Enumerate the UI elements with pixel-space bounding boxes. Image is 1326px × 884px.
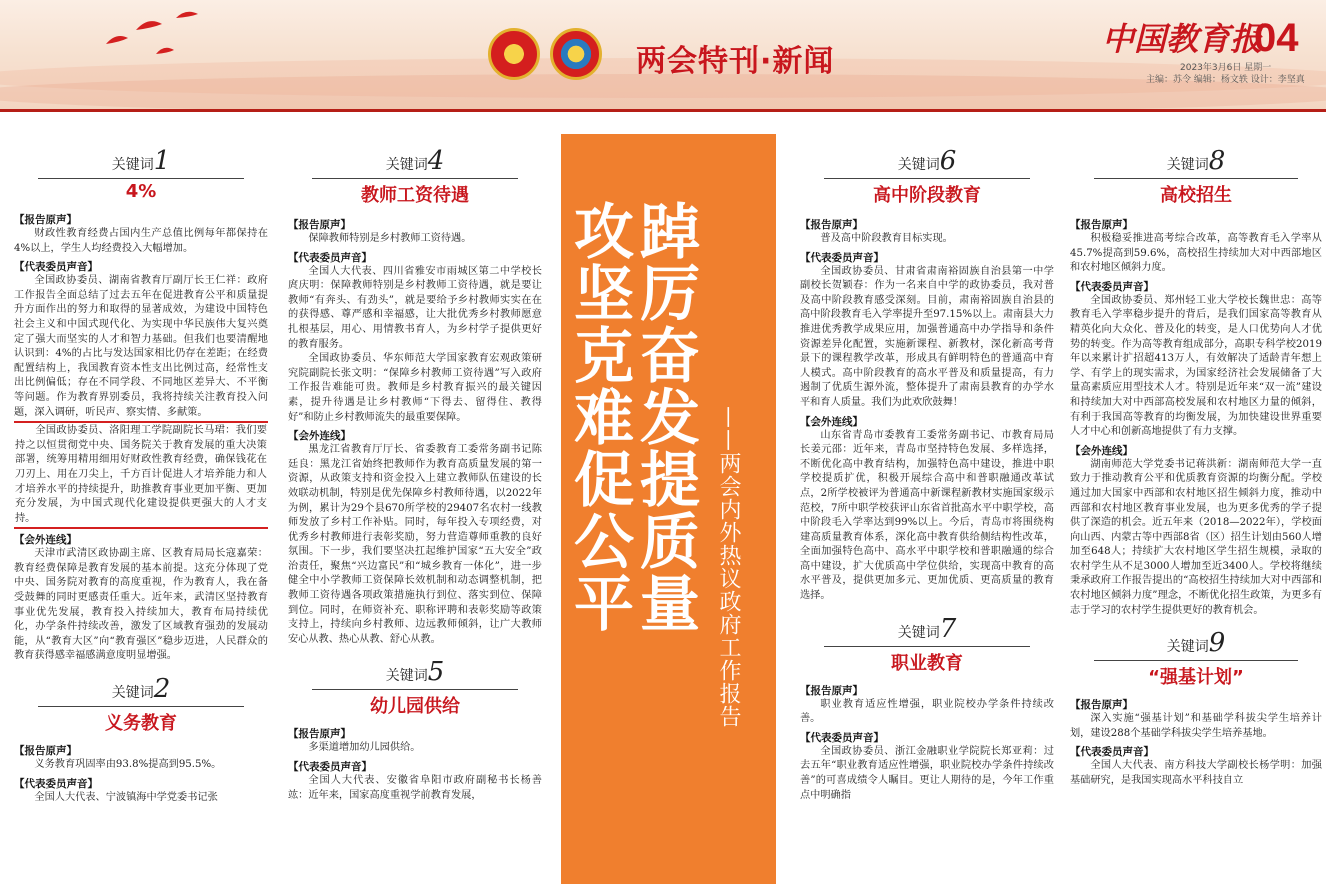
cppcc-emblem-icon bbox=[550, 28, 602, 80]
keyword-number: 5 bbox=[427, 657, 445, 688]
keyword-1-header bbox=[14, 146, 268, 202]
keyword-title: 职业教育 bbox=[891, 652, 963, 674]
section-heading: 【代表委员声音】 bbox=[800, 251, 884, 264]
representative-quote: 全国人大代表、南方科技大学副校长杨学明：加强基础研究，是我国实现高水平科技自立 bbox=[1070, 760, 1322, 787]
keyword-label: 关键词 bbox=[385, 157, 428, 173]
section-heading: 【代表委员声音】 bbox=[14, 261, 98, 274]
keyword-number: 8 bbox=[1208, 146, 1226, 176]
keyword-title: “强基计划” bbox=[1148, 667, 1244, 689]
column-4 bbox=[1070, 112, 1322, 884]
report-text: 职业教育适应性增强，职业院校办学条件持续改善。 bbox=[800, 698, 1054, 725]
representative-quote: 全国政协委员、郑州轻工业大学校长魏世忠：高等教育毛入学率稳步提升的背后，是我们国家高等教育从精英化向大众化、普及化的转变，是人口优势向人才优势的转变。作为高等教育组成部分，高职专科学校2019年以来累计扩招超413万人，有效解决了适龄青年想上学、有学上的现实需求，为国家经济社会发展储备了大量高素质应用型技术人才。特别是近年来“双一流”建设和持续加大对中西部高校发展和农村地区力量的倾斜，有利于我国高等教育的均衡发展，为加快建设世界重要人才中心和创新高地提供了有力支撑。 bbox=[1070, 294, 1322, 438]
representative-quote: 全国人大代表、宁波镇海中学党委书记张 bbox=[34, 791, 218, 803]
report-text: 保障教师特别是乡村教师工资待遇。 bbox=[308, 233, 472, 244]
report-text: 多渠道增加幼儿园供给。 bbox=[308, 742, 421, 754]
column-2 bbox=[288, 112, 542, 884]
representative-quote: 全国政协委员、浙江金融职业学院院长郑亚莉：过去五年“职业教育适应性增强，职业院校办学条件持续改善”的可喜成绩令人瞩目。更让人期待的是，今年工作重点中明确指 bbox=[800, 745, 1054, 801]
divider bbox=[38, 706, 244, 707]
section-heading: 【报告原声】 bbox=[800, 219, 863, 231]
keyword-title: 高中阶段教育 bbox=[873, 185, 981, 206]
banner-subtitle: ——两会内外热议政府工作报告 bbox=[716, 406, 741, 728]
keyword-number: 2 bbox=[153, 674, 171, 705]
keyword-label: 关键词 bbox=[897, 624, 940, 641]
section-heading: 【代表委员声音】 bbox=[800, 731, 884, 744]
keyword-5-header bbox=[288, 657, 542, 718]
keyword-title: 4% bbox=[125, 181, 157, 202]
keyword-4-header bbox=[288, 146, 542, 207]
report-text: 深入实施“强基计划”和基础学科拔尖学生培养计划，建设288个基础学科拔尖学生培养基地。 bbox=[1070, 713, 1322, 739]
keyword-number: 6 bbox=[939, 146, 957, 176]
headline-line-2: 攻坚克难促公平 bbox=[564, 200, 634, 634]
representative-quote: 全国人大代表、安徽省阜阳市政府副秘书长杨善竑：近年来，国家高度重视学前教育发展， bbox=[288, 775, 542, 801]
report-text: 普及高中阶段教育目标实现。 bbox=[820, 233, 953, 244]
section-heading: 【代表委员声音】 bbox=[1070, 280, 1154, 293]
section-heading: 【会外连线】 bbox=[800, 415, 863, 428]
report-text: 积极稳妥推进高考综合改革，高等教育毛入学率从45.7%提高到59.6%，高校招生持续加大对中西部地区和农村地区倾斜力度。 bbox=[1070, 233, 1322, 274]
keyword-number: 1 bbox=[153, 146, 171, 176]
column-1 bbox=[14, 112, 268, 884]
section-heading: 【代表委员声音】 bbox=[14, 777, 98, 790]
outside-link-text: 黑龙江省教育厅厅长、省委教育工委常务副书记陈廷良：黑龙江省始终把教师作为教育高质量发展的第一资源，从政策支持和资金投入上建立教师队伍建设的长效联动机制，特别是优先保障乡村教师待遇，以2022年为例，累计为29个县670所学校的29407名农村一线教师发放了乡村工作补贴。同时，每年投入专项经费，对优秀乡村教师进行表彰奖励，努力营造尊师重教的良好氛围。下一步，我们要坚决扛起维护国家“五大安全”政治责任，聚焦“兴边富民”和“城乡教育一体化”，进一步健全中小学教师工资保障长效机制和动态调整机制，把教师工资待遇各项政策措施执行到位、落实到位、保障到位。同时，在师资补充、职称评聘和表彰奖励等政策支持上，持续向乡村教师、边远教师倾斜，让广大教师安心从教、热心从教、舒心从教。 bbox=[288, 444, 542, 645]
section-heading: 【报告原声】 bbox=[288, 728, 351, 741]
keyword-label: 关键词 bbox=[111, 685, 154, 702]
keyword-8-header bbox=[1070, 146, 1322, 207]
divider bbox=[312, 178, 518, 179]
divider bbox=[824, 646, 1030, 647]
divider bbox=[312, 689, 518, 690]
outside-link-text: 山东省青岛市委教育工委常务副书记、市教育局局长姜元邵：近年来，青岛市坚持特色发展、多样选择，不断优化高中教育结构，加强特色高中建设，推进中职学校提质扩优，积极开展综合高中和普职融通改革试点，2所学校被评为普通高中新课程新教材实施国家级示范校，7所中职学校获评山东省首批高水平中职学校，高中阶段毛入学率达到99%以上。今后，青岛市将围绕构建高质量教育体系，深化高中教育供给侧结构性改革，全面加强特色高中、高水平中职学校和普职融通的综合高中建设，扩大优质高中学位供给，实现高中教育的高水平普及，提供更加多元、更加优质、更高质量的教育选择。 bbox=[800, 429, 1054, 602]
doves-icon bbox=[96, 4, 216, 64]
keyword-number: 9 bbox=[1208, 628, 1226, 659]
divider bbox=[1094, 178, 1298, 179]
representative-quote: 全国人大代表、四川省雅安市雨城区第二中学校长庹庆明：保障教师特别是乡村教师工资待遇，就是要让教师“有奔头、有劲头”，就是要给予乡村教师实实在在的获得感、尊严感和幸福感，让大批优秀乡村教师愿意扎根基层，用心、用情教书育人，为乡村学子提供更好的教育服务。 bbox=[288, 265, 542, 350]
section-heading: 【会外连线】 bbox=[288, 430, 351, 443]
section-heading: 【会外连线】 bbox=[1070, 444, 1133, 457]
page-number: 04 bbox=[1254, 16, 1299, 60]
masthead bbox=[0, 0, 1326, 112]
keyword-2-header bbox=[14, 674, 268, 735]
keyword-title: 教师工资待遇 bbox=[361, 185, 469, 206]
divider bbox=[1094, 660, 1298, 661]
section-heading: 【报告原声】 bbox=[14, 214, 77, 226]
keyword-label: 关键词 bbox=[897, 157, 940, 173]
special-edition-title: 两会特刊·新闻 bbox=[636, 44, 835, 79]
outside-link-text: 湖南师范大学党委书记蒋洪新：湖南师范大学一直致力于推动教育公平和优质教育资源的均衡分配。学校通过加大国家中西部和农村地区招生倾斜力度，推动中西部和农村地区教育事业发展，也为更多优秀的学子提供了深造的机会。近五年来（2018—2022年），学校面向山西、内蒙古等中西部8省（区）招生计划由560人增加至648人；持续扩大农村地区学生招生规模，录取的农村学生从不足3000人增加至近3400人。学校将继续秉承政府工作报告提出的“高校招生持续加大对中西部和农村地区倾斜力度”理念，不断优化招生政策，为更多有志于学习的农村学生提供更好的教育机会。 bbox=[1070, 458, 1322, 616]
keyword-label: 关键词 bbox=[1166, 639, 1209, 656]
issue-date: 2023年3月6日 星期一 bbox=[1180, 63, 1272, 73]
section-heading: 【会外连线】 bbox=[14, 534, 77, 547]
report-text: 义务教育巩固率由93.8%提高到95.5%。 bbox=[34, 759, 222, 771]
divider bbox=[824, 178, 1030, 179]
section-heading: 【代表委员声音】 bbox=[1070, 746, 1154, 759]
section-heading: 【报告原声】 bbox=[1070, 219, 1133, 231]
column-3 bbox=[800, 112, 1054, 884]
divider bbox=[38, 178, 244, 179]
newspaper-name: 中国教育报 bbox=[1102, 20, 1263, 58]
section-heading: 【报告原声】 bbox=[800, 684, 863, 697]
section-heading: 【报告原声】 bbox=[288, 219, 351, 231]
keyword-label: 关键词 bbox=[385, 668, 428, 685]
representative-quote: 全国政协委员、华东师范大学国家教育宏观政策研究院副院长张文明：“保障乡村教师工资待遇”写入政府工作报告难能可贵。教师是乡村教育振兴的最关键因素，提升待遇是让乡村教师“下得去、留得住、教得好”和防止乡村教师流失的最重要保障。 bbox=[288, 353, 542, 423]
outside-link-text: 天津市武清区政协副主席、区教育局局长寇嘉荣：教育经费保障是教育发展的基本前提。这充分体现了党中央、国务院对教育的高度重视，作为教育人，我在备受鼓舞的同时更感责任重大。近年来，武清区坚持教育事业优先发展，教育投入持续加大，教育布局持续优化，办学条件持续改善，激发了区域教育强劲的发展动能，从“教育大区”向“教育强区”稳步迈进，人民群众的教育获得感幸福感满意度明显增强。 bbox=[14, 548, 268, 662]
section-heading: 【报告原声】 bbox=[14, 745, 77, 758]
banner-headline bbox=[564, 200, 700, 634]
report-text: 财政性教育经费占国内生产总值比例每年都保持在4%以上，学生人均经费投入大幅增加。 bbox=[14, 228, 268, 254]
highlighted-quote: 全国政协委员、洛阳理工学院副院长马珺：我们要持之以恒贯彻党中央、国务院关于教育发展的重大决策部署，统筹用精用细用好财政性教育经费，确保钱花在刀刃上、用在刀尖上，千方百计促进人才培养能力和人才培养水平的持续提升，助推教育事业更加平衡、更加充分发展，为中国式现代化建设提供更强大的人才支持。 bbox=[14, 421, 268, 529]
representative-quote: 全国政协委员、甘肃省肃南裕固族自治县第一中学副校长贺颖春：作为一名来自中学的政协委员，我对普及高中阶段教育感受深刻。目前，肃南裕固族自治县的高中阶段教育毛入学率提升至97.15%以上。肃南县大力推进优秀教学成果应用，加强普通高中办学指导和条件资源差异化配置，实施新课程、新教材，深化新高考背景下的课程教学改革，形成具有鲜明特色的普通高中育人模式。高中阶段教育的高水平普及和质量提高，有力遏制了优质生源外流，整体提升了肃南县教育的办学水平和育人质量。我们为此欢欣鼓舞！ bbox=[800, 265, 1054, 408]
feature-banner bbox=[561, 134, 776, 884]
editor-credits: 主编：苏令 编辑：杨文轶 设计：李坚真 bbox=[1146, 75, 1305, 85]
keyword-label: 关键词 bbox=[111, 157, 154, 173]
section-heading: 【代表委员声音】 bbox=[288, 761, 372, 774]
keyword-label: 关键词 bbox=[1166, 157, 1209, 173]
keyword-title: 幼儿园供给 bbox=[370, 696, 460, 718]
keyword-9-header bbox=[1070, 628, 1322, 689]
keyword-number: 4 bbox=[427, 146, 445, 176]
keyword-number: 7 bbox=[939, 613, 957, 644]
national-emblem-icon bbox=[488, 28, 540, 80]
headline-line-1: 踔厉奋发提质量 bbox=[630, 200, 700, 634]
keyword-title: 高校招生 bbox=[1160, 185, 1232, 206]
representative-quote: 全国政协委员、湖南省教育厅副厅长王仁祥：政府工作报告全面总结了过去五年在促进教育公平和质量提升方面作出的努力和取得的显著成效，为建设中国特色社会主义和中国式现代化、为实现中华民族伟大复兴奠定了强大而坚实的人才和智力基础。但我们也要清醒地认识到：4%的占比与发达国家相比仍存在差距；在经费配置结构上，我国教育资本性支出比例过高，经常性支出比例偏低；存在不同学段、不同地区差异大、不平衡等问题。作为教育界别委员，我将持续关注教育投入问题，深入调研，听民声、察实情、多献策。 bbox=[14, 275, 268, 418]
keyword-6-header bbox=[800, 146, 1054, 207]
section-heading: 【代表委员声音】 bbox=[288, 251, 372, 264]
keyword-7-header bbox=[800, 614, 1054, 675]
keyword-title: 义务教育 bbox=[105, 713, 177, 735]
section-heading: 【报告原声】 bbox=[1070, 699, 1133, 712]
